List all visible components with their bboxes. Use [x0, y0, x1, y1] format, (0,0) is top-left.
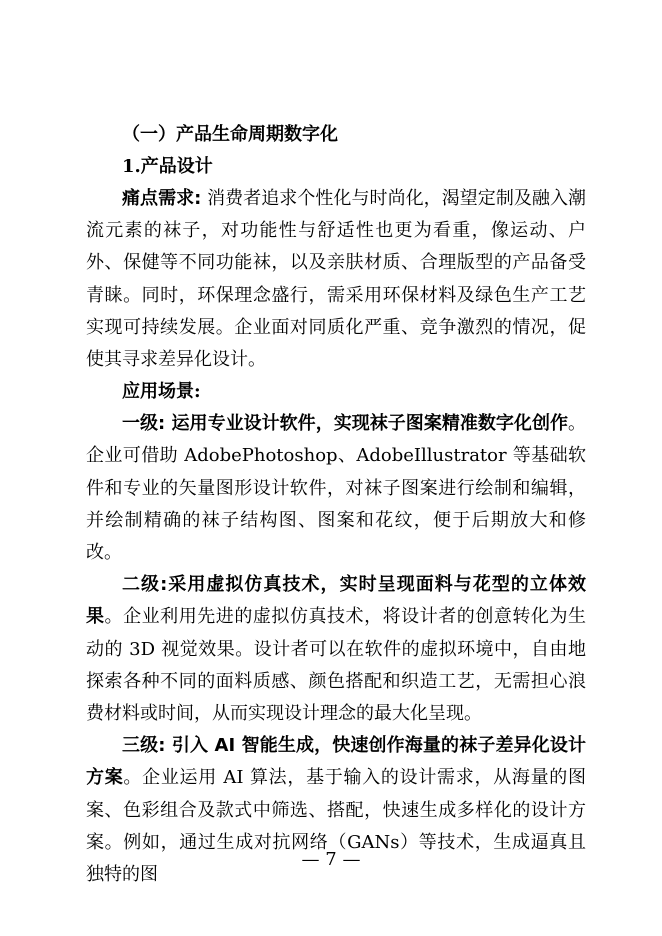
pain-points-colon: :	[194, 188, 202, 209]
level-3-end: 。	[123, 767, 143, 789]
level-2-text: 企业利用先进的虚拟仿真技术，将设计者的创意转化为生动的 3D 视觉效果。设计者可以在软件的虚拟环境中，自由地探索各种不同的面料质感、颜色搭配和织造工艺，无需担心浪费材料或时间，从而实现设计理念的最大化呈现。	[86, 606, 587, 725]
page-content	[86, 119, 586, 891]
level-3-text: 企业运用 AI 算法，基于输入的设计需求，从海量的图案、色彩组合及款式中筛选、搭配，快速生成多样化的设计方案。例如，通过生成对抗网络（GANs）等技术，生成逼真且独特的图	[86, 767, 587, 886]
level-1-text: 企业可借助 AdobePhotoshop、AdobeIllustrator 等基础软件和专业的矢量图形设计软件，对袜子图案进行绘制和编辑，并绘制精确的袜子结构图、图案和花纹，便于后期放大和修改。	[86, 445, 586, 564]
level-1-lead: 一级: 运用专业设计软件，实现袜子图案精准数字化创作	[122, 413, 568, 435]
section-heading: （一）产品生命周期数字化	[122, 124, 338, 145]
pain-points-label: 痛点需求	[122, 188, 195, 209]
page-number: — 7 —	[301, 849, 361, 870]
level-3-lead: 三级: 引入 AI 智能生成，快速创作海量的袜子差异化设计方案	[86, 735, 586, 789]
level-2-lead: 二级:采用虚拟仿真技术，实时呈现面料与花型的立体效果	[86, 574, 586, 628]
level-1-end: 。	[568, 413, 586, 435]
pain-points-text: 消费者追求个性化与时尚化，渴望定制及融入潮流元素的袜子，对功能性与舒适性也更为看重，像运动、户外、保健等不同功能袜，以及亲肤材质、合理版型的产品备受青睐。同时，环保理念盛行，需采用环保材料及绿色生产工艺实现可持续发展。企业面对同质化严重、竞争激烈的情况，促使其寻求差异化设计。	[86, 188, 586, 371]
level-2-end: 。	[104, 606, 124, 628]
subsection-heading: 1.产品设计	[122, 156, 213, 177]
pain-points-paragraph	[86, 183, 586, 376]
level-1-paragraph	[86, 408, 586, 569]
level-2-paragraph	[86, 569, 586, 730]
scenarios-label: 应用场景:	[122, 381, 201, 403]
